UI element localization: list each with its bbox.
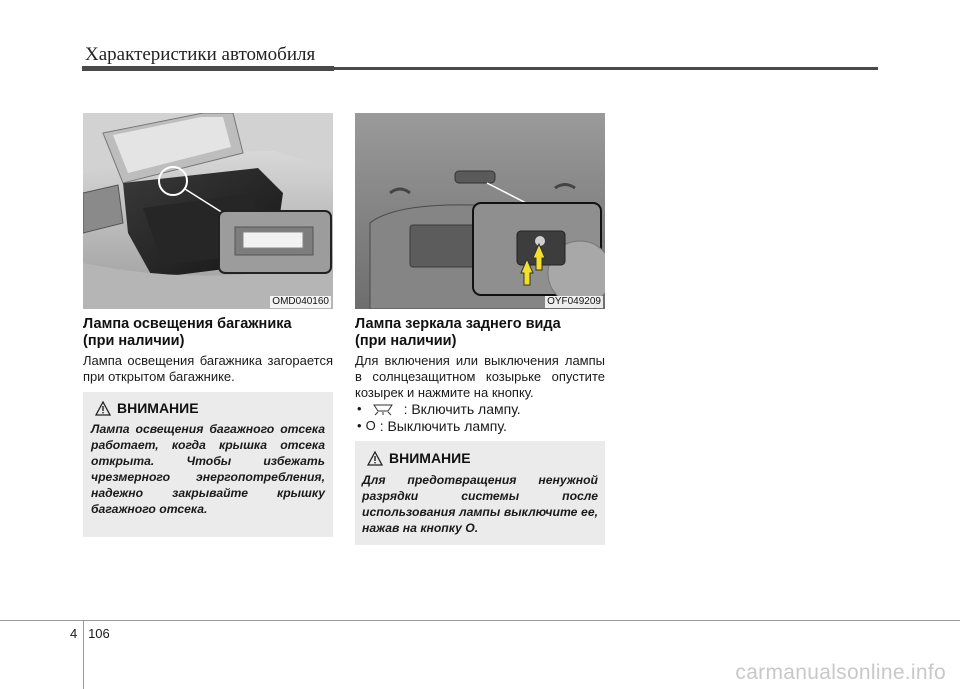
trunk-lamp-heading: Лампа освещения багажника (при наличии) [83,316,292,349]
footer-rule [0,620,960,621]
vanity-caution-box [355,441,605,545]
off-button-symbol: O [365,418,376,433]
lamp-on-icon [366,402,400,416]
warning-triangle-icon [95,401,111,416]
header-rule-accent [82,66,334,71]
vanity-lamp-figure [355,113,605,309]
page-header-title: Характеристики автомобиля [85,44,316,65]
figure-code: OYF049209 [547,296,601,307]
vanity-lamp-description: Для включения или выключения лампы в солнцезащитном козырьке опустите козырек и нажмите на кнопку. [355,353,605,400]
watermark: carmanualsonline.info [735,661,946,684]
trunk-lamp-description: Лампа освещения багажника загорается при открытом багажнике. [83,353,333,384]
figure-code: OMD040160 [272,296,329,307]
warning-triangle-icon [367,451,383,466]
vanity-lamp-heading: Лампа зеркала заднего вида (при наличии) [355,316,561,349]
bullet-lamp-on: • : Включить лампу. [357,401,521,417]
caution-text: Лампа освещения багажного отсека работает, когда крышка отсека открыта. Чтобы избежать чрезмерного энергопотребления, надежно закрывайте крышку багажного отсека. [91,422,325,516]
page-number: 4 106 [70,626,110,641]
caution-heading: ВНИМАНИЕ [95,400,199,416]
trunk-caution-box [83,392,333,537]
vanity-illustration [355,113,605,309]
caution-text: Для предотвращения ненужной разрядки системы после использования лампы выключите ее, нажав на кнопку O. [362,473,598,535]
trunk-illustration [83,113,333,309]
bullet-lamp-off: • O : Выключить лампу. [357,418,507,434]
trunk-lamp-figure [83,113,333,309]
caution-heading: ВНИМАНИЕ [367,450,471,466]
